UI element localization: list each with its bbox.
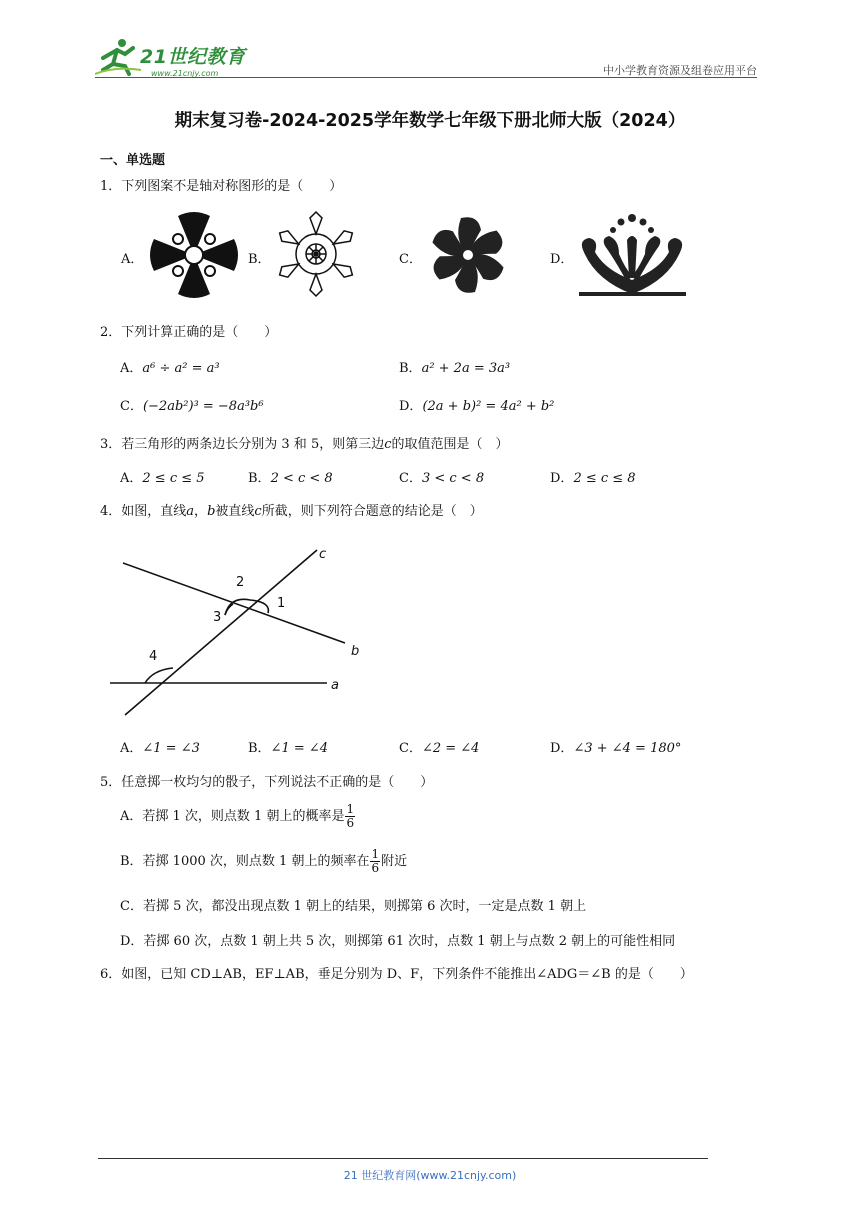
question-6-stem: 6．如图，已知 CD⊥AB，EF⊥AB，垂足分别为 D、F，下列条件不能推出∠ADG＝∠B 的是（ ） <box>100 967 693 982</box>
footer-divider <box>98 1158 708 1159</box>
fig-label-b: b <box>351 644 360 659</box>
q1-option-c-label: C． <box>399 252 422 267</box>
header-divider <box>95 77 757 78</box>
q1-option-b-label: B． <box>248 252 271 267</box>
q2-option-c: C．(−2ab²)³ = −8a³b⁶ <box>120 399 264 414</box>
question-2-stem: 2．下列计算正确的是（ ） <box>100 325 278 340</box>
page-title: 期末复习卷-2024-2025学年数学七年级下册北师大版（2024） <box>174 111 686 131</box>
logo-url: www.21cnjy.com <box>151 69 219 78</box>
q1-option-d-label: D． <box>550 252 574 267</box>
q4-intersecting-lines-figure <box>105 540 375 725</box>
q2-option-a: A．a⁶ ÷ a² = a³ <box>120 361 220 376</box>
fraction-one-sixth: $\frac{1}{6}$ <box>346 802 355 830</box>
footer-text[interactable]: 21 世纪教育网(www.21cnjy.com) <box>343 1169 517 1182</box>
fig-label-1: 1 <box>277 596 286 611</box>
q4-option-d: D．∠3 + ∠4 = 180° <box>550 741 682 756</box>
q2-option-c-expr: (−2ab²)³ = −8a³b⁶ <box>142 399 264 414</box>
q1-figure-b-snowflake <box>270 208 362 300</box>
q5-option-c: C．若掷 5 次，都没出现点数 1 朝上的结果，则掷第 6 次时，一定是点数 1 朝上 <box>120 899 587 914</box>
section-heading: 一、单选题 <box>100 153 166 168</box>
q4-option-b: B．∠1 = ∠4 <box>248 741 329 756</box>
q4-option-c: C．∠2 = ∠4 <box>399 741 480 756</box>
q3-option-d: D．2 ≤ c ≤ 8 <box>550 471 636 486</box>
q1-option-a-label: A． <box>121 252 144 267</box>
question-4-stem: 4．如图，直线a，b被直线c所截，则下列符合题意的结论是（ ） <box>100 504 483 519</box>
q4-option-a: A．∠1 = ∠3 <box>120 741 200 756</box>
q3-option-a: A．2 ≤ c ≤ 5 <box>120 471 205 486</box>
fraction-one-sixth: $\frac{1}{6}$ <box>371 847 380 875</box>
q2-option-a-expr: a⁶ ÷ a² = a³ <box>142 361 220 376</box>
question-1-stem: 1．下列图案不是轴对称图形的是（ ） <box>100 179 343 194</box>
q5-option-d: D．若掷 60 次，点数 1 朝上共 5 次，则掷第 61 次时，点数 1 朝上与点数 2 朝上的可能性相同 <box>120 934 676 949</box>
logo-text: 21世纪教育 <box>140 46 246 68</box>
q3-option-c: C．3 < c < 8 <box>399 471 485 486</box>
q2-option-d: D．(2a + b)² = 4a² + b² <box>399 399 555 414</box>
runner-logo-icon <box>95 36 143 76</box>
q1-figure-c-pinwheel <box>423 210 513 300</box>
platform-name: 中小学教育资源及组卷应用平台 <box>603 64 757 77</box>
q5-option-a: A．若掷 1 次，则点数 1 朝上的概率是 $\frac{1}{6}$ <box>120 802 355 830</box>
site-logo <box>95 36 270 76</box>
fig-label-3: 3 <box>213 610 222 625</box>
question-3-stem: 3．若三角形的两条边长分别为 3 和 5，则第三边c的取值范围是（ ） <box>100 437 509 452</box>
q2-option-d-expr: (2a + b)² = 4a² + b² <box>422 399 555 414</box>
fig-label-2: 2 <box>236 575 245 590</box>
q3-option-b: B．2 < c < 8 <box>248 471 333 486</box>
fig-label-4: 4 <box>149 649 158 664</box>
q2-option-b: B．a² + 2a = 3a³ <box>399 361 511 376</box>
fig-label-c: c <box>319 547 327 562</box>
q2-option-b-expr: a² + 2a = 3a³ <box>421 361 511 376</box>
question-5-stem: 5．任意掷一枚均匀的骰子，下列说法不正确的是（ ） <box>100 775 434 790</box>
q1-figure-a-clover <box>148 210 240 300</box>
q1-figure-d-fountain <box>575 210 690 298</box>
q5-option-b: B．若掷 1000 次，则点数 1 朝上的频率在 $\frac{1}{6}$ 附近 <box>120 847 408 875</box>
page-header <box>95 28 757 80</box>
fig-label-a: a <box>331 678 339 693</box>
